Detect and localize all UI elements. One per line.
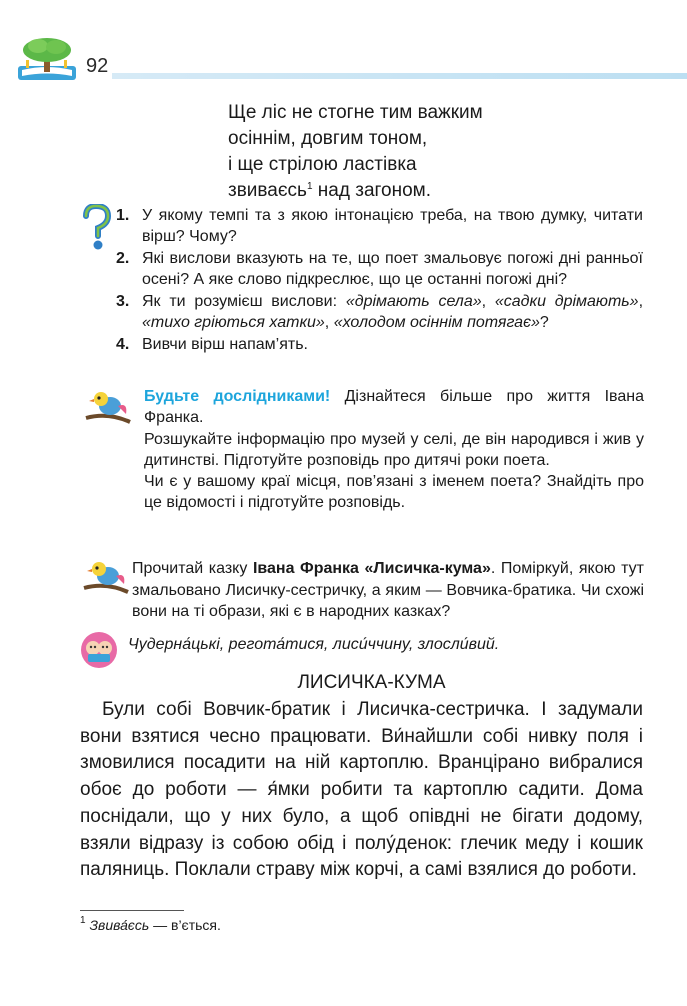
footnote-rule bbox=[80, 910, 184, 911]
vocabulary-words: Чудерна́цькі, регота́тися, лиси́ччину, злосли́вий. bbox=[128, 636, 500, 653]
question-item: 3. Як ти розумієш вислови: «дрімають села», «садки дрімають», «тихо гріються хатки», «холодом осіннім потягає»? bbox=[116, 293, 644, 331]
poem-line: звиваєсь$^1$ над загоном. bbox=[228, 180, 431, 201]
bird-on-branch-icon bbox=[82, 558, 130, 598]
poem-line: і ще стрілою ластівка bbox=[228, 154, 417, 175]
story-text: Були собі Вовчик-братик і Лисичка-сестричка. І задумали вони взятися чесно працювати. Ви́найшли собі нивку поля і змовилися посадити на ній картоплю. Вранцірано вибралися обоє до роботи — я́мки робити та картоплю садити. Дома поснідали, що у них було, а щоб опівдні не бігати додому, взяли відразу із собою обід і полу́денок: глечик меду і кошик паляниць. Поклали страву між корчі, а самі взялися до роботи. bbox=[80, 699, 643, 881]
research-paragraph: Чи є у вашому краї місця, пов’язані з іменем поета? Знайдіть про це відомості і підготуйте розповідь. bbox=[144, 473, 644, 512]
questions-list bbox=[116, 205, 643, 356]
footnote: $^1$ Звива́єсь — в’ється. bbox=[80, 915, 221, 933]
question-item: 4. Вивчи вірш напам’ять. bbox=[116, 336, 308, 353]
poem-line: Ще ліс не стогне тим важким bbox=[228, 102, 483, 123]
question-item: 1. У якому темпі та з якою інтонацією треба, на твою думку, читати вірш? Чому? bbox=[116, 207, 643, 245]
research-paragraph: Розшукайте інформацію про музей у селі, де він народився і жив у дитинстві. Підготуйте розповідь про дитячі роки поета. bbox=[144, 430, 644, 469]
reading-task: Прочитай казку Івана Франка «Лисичка-кума». Поміркуй, якою тут змальовано Лисичку-сестричку, а яким — Вовчика-братика. Чи схожі вони на ті образи, які є в народних казках? bbox=[132, 560, 644, 620]
footnote-marker: 1 bbox=[306, 181, 313, 192]
research-heading: Будьте дослідниками! bbox=[144, 388, 331, 405]
question-item: 2. Які вислови вказують на те, що поет змальовує погожі дні ранньої осені? А яке слово підкреслює, що це останні погожі дні? bbox=[116, 250, 643, 288]
poem-fragment bbox=[228, 100, 483, 204]
tree-book-logo-icon bbox=[16, 36, 78, 82]
question-mark-icon bbox=[80, 204, 112, 252]
poem-line: осіннім, довгим тоном, bbox=[228, 128, 428, 149]
page-number: 92 bbox=[86, 55, 109, 77]
story-title: ЛИСИЧКА-КУМА bbox=[297, 672, 446, 693]
header-rule bbox=[112, 73, 687, 79]
two-faces-icon bbox=[80, 631, 118, 669]
bird-on-branch-icon bbox=[84, 388, 132, 428]
research-block: Будьте дослідниками! Дізнайтеся більше про життя Івана Франка. Розшукайте інформацію про музей у селі, де він народився і жив у дитинстві. Підготуйте розповідь про дитячі роки поета. Чи є у вашому краї місця, пов’язані з іменем поета? Знайдіть про це відомості і підготуйте розповідь. bbox=[144, 386, 644, 514]
